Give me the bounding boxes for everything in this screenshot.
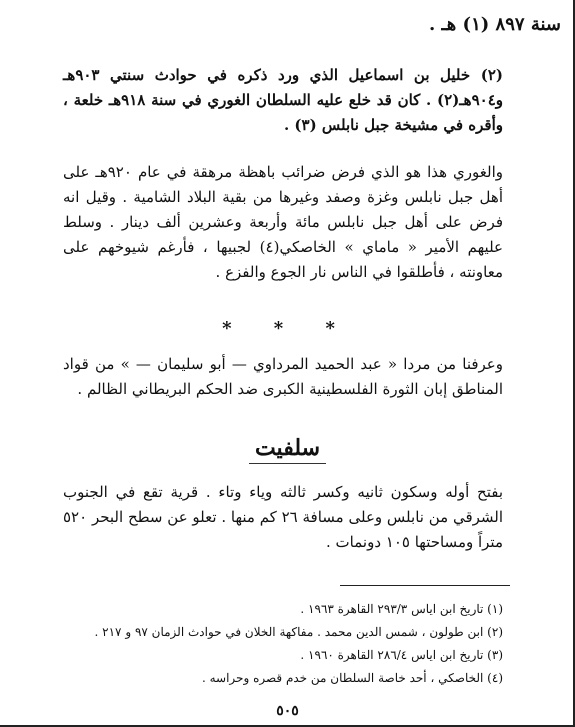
paragraph-salfit: بفتح أوله وسكون ثانيه وكسر ثالثه وياء وتاء . قرية تقع في الجنوب الشرقي من نابلس وعلى مسافة ٢٦ كم منها . تعلو عن سطح البحر ٥٢٠ متراً ومساحتها ١٠٥ دونمات . xyxy=(63,483,504,551)
section-heading xyxy=(0,435,575,464)
year-header: سنة ٨٩٧ (١) هـ . xyxy=(428,14,561,35)
section-heading-text: سلفيت xyxy=(249,435,326,464)
footnote-divider xyxy=(340,585,510,586)
paragraph-ghori-taxes: والغوري هذا هو الذي فرض ضرائب باهظة مرهقة في عام ٩٢٠هـ على أهل جبل نابلس وغزة وصفد وغيرها من بقية البلاد الشامية . وقيل انه فرض على أهل جبل نابلس مائة وأربعة وعشرين ألف دينار . وسلط عليهم الأمير « ماماي » الخاصكي(٤) لجبيها ، فأرغم شيوخهم على معاونته ، فأطلقوا في الناس نار الجوع والفزع . xyxy=(63,163,504,281)
section-separator: * * * xyxy=(222,318,353,339)
paragraph-khalil: (٢) خليل بن اسماعيل الذي ورد ذكره في حوادث سنتي ٩٠٣هـ و٩٠٤هـ(٢) . كان قد خلع عليه السلطان الغوري في سنة ٩١٨هـ خلعة ، وأقره في مشيخة جبل نابلس (٣) . xyxy=(63,66,504,134)
footnote-item: (٤) الخاصكي ، أحد خاصة السلطان من خدم قصره وحراسه . xyxy=(201,671,503,685)
footnote-item: (٣) تاريخ ابن اياس ٢٨٦/٤ القاهرة ١٩٦٠ . xyxy=(300,648,503,662)
page-number: ٥٠٥ xyxy=(276,703,299,719)
footnotes-list xyxy=(63,598,503,690)
footnote-item: (١) تاريخ ابن اياس ٢٩٣/٣ القاهرة ١٩٦٣ . xyxy=(300,602,503,616)
footnote-item: (٢) ابن طولون ، شمس الدين محمد . مفاكهة الخلان في حوادث الزمان ٩٧ و ٢١٧ . xyxy=(94,625,503,639)
paragraph-mardawi: وعرفنا من مردا « عبد الحميد المرداوي — أبو سليمان — » من قواد المناطق إبان الثورة الفلسطينية الكبرى ضد الحكم البريطاني الظالم . xyxy=(63,355,503,398)
